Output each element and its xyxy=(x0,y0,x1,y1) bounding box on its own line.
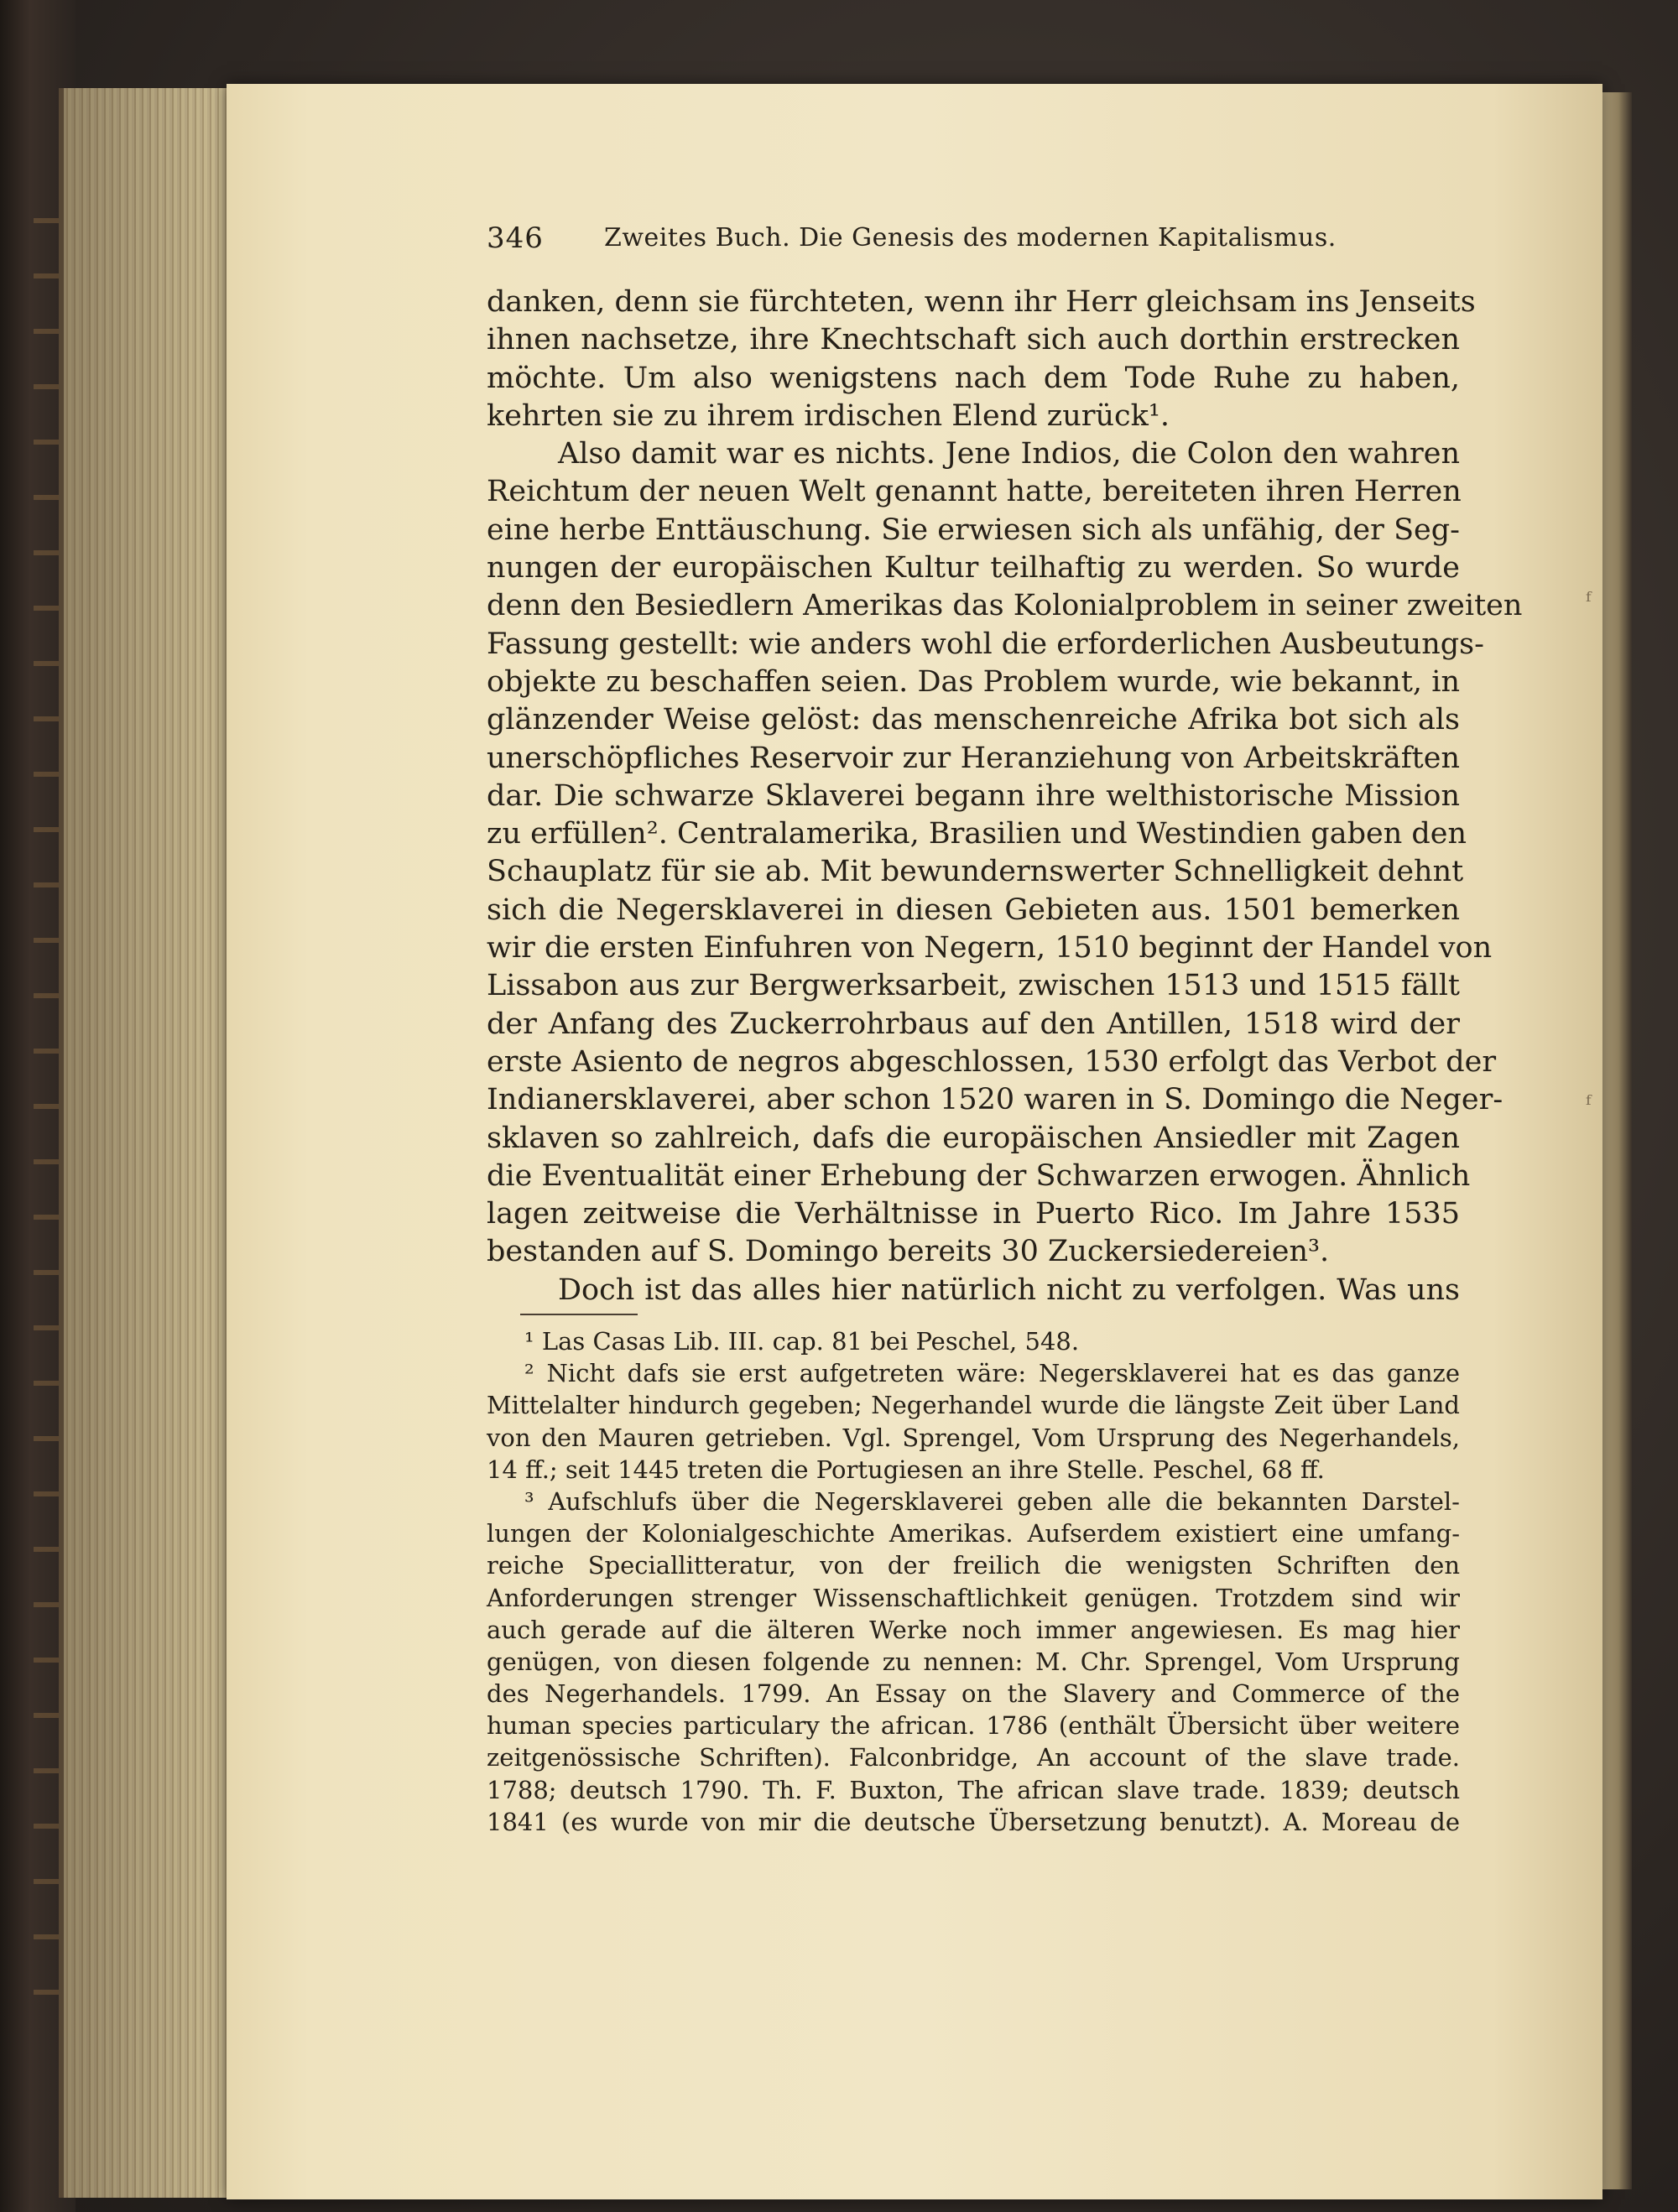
footnotes xyxy=(487,1325,1460,1838)
footnote-line: reiche Speciallitteratur, von der freilich die wenigsten Schriften den xyxy=(487,1551,1460,1580)
body-line: der Anfang des Zuckerrohrbaus auf den Antillen, 1518 wird der xyxy=(487,1007,1460,1041)
body-line: wir die ersten Einfuhren von Negern, 1510 beginnt der Handel von xyxy=(487,931,1493,965)
body-line: dar. Die schwarze Sklaverei begann ihre welthistorische Mission xyxy=(487,778,1460,813)
page-right-edge xyxy=(1598,92,1632,2189)
footnote-line: human species particulary the african. 1786 (enthält Übersicht über weitere xyxy=(487,1711,1460,1741)
body-line: ihnen nachsetze, ihre Knechtschaft sich auch dorthin erstrecken xyxy=(487,323,1460,357)
footnote-line: genügen, von diesen folgende zu nennen: M. Chr. Sprengel, Vom Ursprung xyxy=(487,1647,1460,1676)
running-head xyxy=(487,216,1460,267)
body-line: erste Asiento de negros abgeschlossen, 1530 erfolgt das Verbot der xyxy=(487,1044,1497,1079)
footnote-line: von den Mauren getrieben. Vgl. Sprengel, Vom Ursprung des Negerhandels, xyxy=(487,1423,1460,1452)
footnote-line: 1841 (es wurde von mir die deutsche Übersetzung benutzt). A. Moreau de xyxy=(487,1807,1460,1836)
margin-mark: ᶠ xyxy=(1586,587,1592,615)
body-line: denn den Besiedlern Amerikas das Kolonialproblem in seiner zweiten xyxy=(487,589,1523,623)
body-line: möchte. Um also wenigstens nach dem Tode Ruhe zu haben, xyxy=(487,361,1460,395)
body-line: lagen zeitweise die Verhältnisse in Puerto Rico. Im Jahre 1535 xyxy=(487,1197,1460,1231)
body-line: Fassung gestellt: wie anders wohl die erforderlichen Ausbeutungs- xyxy=(487,627,1484,661)
body-line: sklaven so zahlreich, dafs die europäischen Ansiedler mit Zagen xyxy=(487,1121,1460,1155)
body-line: Schauplatz für sie ab. Mit bewundernswerter Schnelligkeit dehnt xyxy=(487,855,1464,889)
body-line: Indianersklaverei, aber schon 1520 waren in S. Domingo die Neger- xyxy=(487,1083,1503,1117)
body-line: Doch ist das alles hier natürlich nicht zu verfolgen. Was uns xyxy=(558,1273,1460,1307)
running-title: Zweites Buch. Die Genesis des modernen Kapitalismus. xyxy=(604,223,1337,252)
footnote-line: ³ Aufschlufs über die Negersklaverei geben alle die bekannten Darstel- xyxy=(524,1486,1460,1516)
body-line: objekte zu beschaffen seien. Das Problem wurde, wie bekannt, in xyxy=(487,664,1460,699)
footnote-line: des Negerhandels. 1799. An Essay on the Slavery and Commerce of the xyxy=(487,1679,1460,1709)
footnote-line: auch gerade auf die älteren Werke noch immer angewiesen. Es mag hier xyxy=(487,1615,1460,1644)
page-stack-shadow xyxy=(59,88,252,2198)
page-number: 346 xyxy=(487,221,544,255)
body-line: kehrten sie zu ihrem irdischen Elend zurück¹. xyxy=(487,398,1170,433)
body-line: glänzender Weise gelöst: das menschenreiche Afrika bot sich als xyxy=(487,703,1460,737)
footnote-line: zeitgenössische Schriften). Falconbridge, An account of the slave trade. xyxy=(487,1743,1460,1772)
footnote-line: 14 ff.; seit 1445 treten die Portugiesen an ihre Stelle. Peschel, 68 ff. xyxy=(487,1455,1325,1484)
body-line: eine herbe Enttäuschung. Sie erwiesen sich als unfähig, der Seg- xyxy=(487,513,1460,547)
body-line: zu erfüllen². Centralamerika, Brasilien und Westindien gaben den xyxy=(487,817,1467,851)
body-line: nungen der europäischen Kultur teilhaftig zu werden. So wurde xyxy=(487,551,1460,586)
footnote-line: ¹ Las Casas Lib. III. cap. 81 bei Peschel, 548. xyxy=(524,1327,1080,1356)
footnote-line: lungen der Kolonialgeschichte Amerikas. Aufserdem existiert eine umfang- xyxy=(487,1519,1460,1548)
body-text xyxy=(487,284,1523,1309)
footnote-line: 1788; deutsch 1790. Th. F. Buxton, The african slave trade. 1839; deutsch xyxy=(487,1775,1460,1804)
footnote-line: ² Nicht dafs sie erst aufgetreten wäre: Negersklaverei hat es das ganze xyxy=(524,1359,1460,1388)
body-line: danken, denn sie fürchteten, wenn ihr Herr gleichsam ins Jenseits xyxy=(487,285,1476,319)
body-line: unerschöpfliches Reservoir zur Heranziehung von Arbeitskräften xyxy=(487,741,1460,775)
body-line: Reichtum der neuen Welt genannt hatte, bereiteten ihren Herren xyxy=(487,475,1462,509)
body-line: sich die Negersklaverei in diesen Gebieten aus. 1501 bemerken xyxy=(487,893,1460,927)
body-line: die Eventualität einer Erhebung der Schwarzen erwogen. Ähnlich xyxy=(487,1158,1471,1193)
footnote-line: Mittelalter hindurch gegeben; Negerhandel wurde die längste Zeit über Land xyxy=(487,1391,1460,1420)
margin-mark: ᶠ xyxy=(1586,1090,1592,1118)
body-line: bestanden auf S. Domingo bereits 30 Zuckersiedereien³. xyxy=(487,1235,1330,1269)
footnote-line: Anforderungen strenger Wissenschaftlichkeit genügen. Trotzdem sind wir xyxy=(487,1583,1460,1612)
footnote-rule xyxy=(520,1314,638,1315)
body-line: Lissabon aus zur Bergwerksarbeit, zwischen 1513 und 1515 fällt xyxy=(487,969,1460,1003)
body-line: Also damit war es nichts. Jene Indios, die Colon den wahren xyxy=(558,437,1460,471)
